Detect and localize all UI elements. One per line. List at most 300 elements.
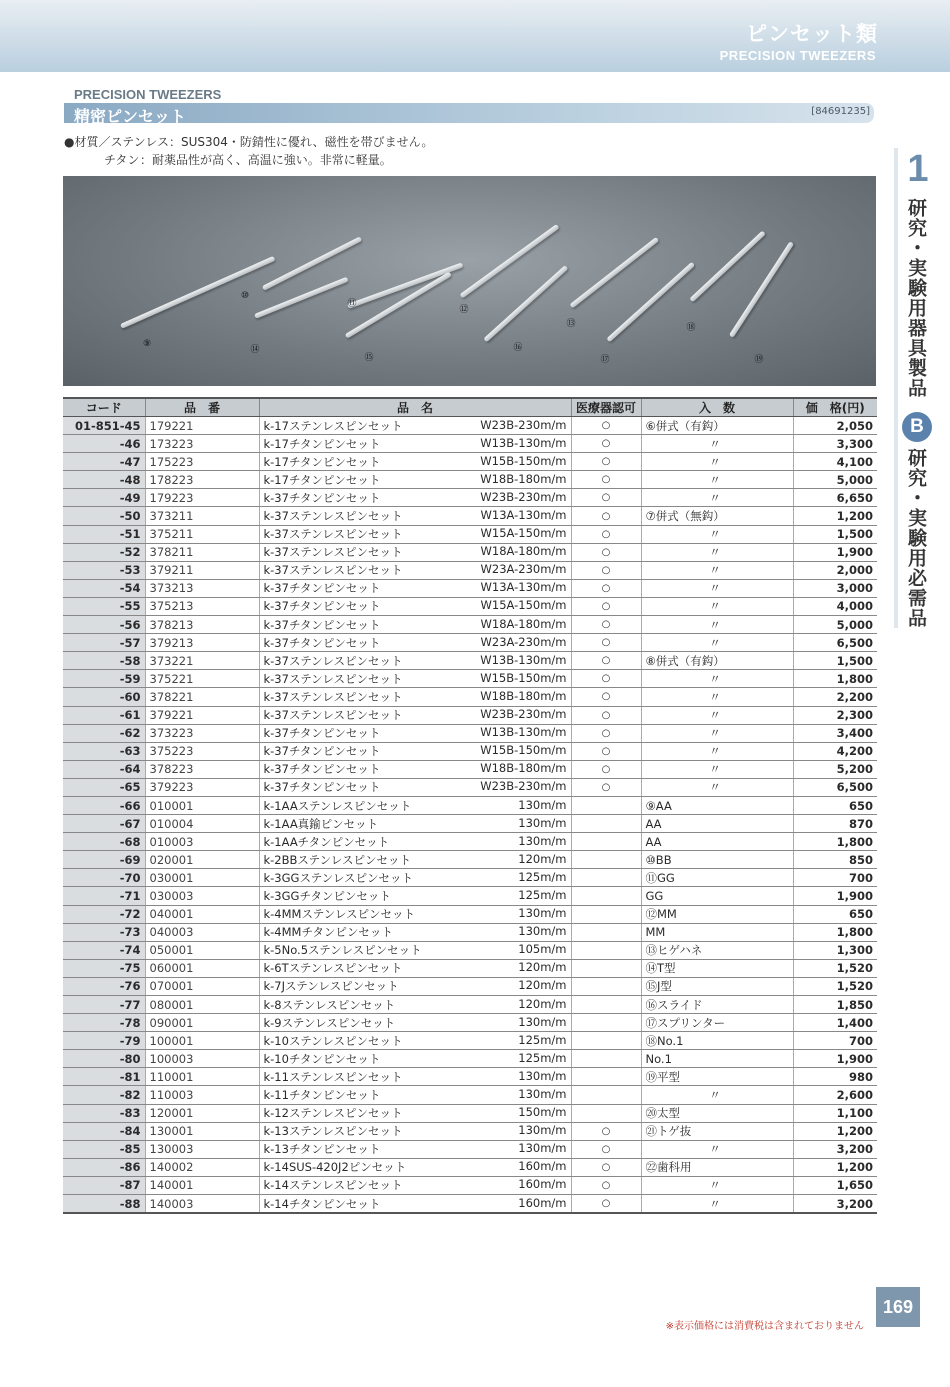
cell-part-number: 379221 [145,706,259,724]
cell-code: -71 [63,887,145,905]
table-header-row [63,398,877,417]
header-medical-approval: 医療器認可 [571,398,641,417]
product-name: k-7Jステンレスピンセット [263,979,399,994]
product-size: W23A-230m/m [480,634,567,649]
photo-label: ⑨ [142,339,152,349]
cell-product-name [259,851,571,869]
photo-label: ⑱ [686,323,696,333]
product-size: 130m/m [518,1068,567,1083]
cell-code: -82 [63,1086,145,1104]
cell-medical-approval: ○ [571,561,641,579]
photo-label: ⑪ [347,299,357,309]
tweezer-image [345,272,452,339]
cell-price: 850 [793,851,877,869]
table-row [63,670,877,688]
photo-label: ⑩ [240,291,250,301]
cell-medical-approval [571,905,641,923]
side-strip [894,148,898,628]
cell-code: -58 [63,652,145,670]
cell-code: -63 [63,742,145,760]
product-size: 160m/m [518,1177,567,1192]
cell-medical-approval: ○ [571,688,641,706]
cell-part-number: 110001 [145,1068,259,1086]
cell-code: 01-851-45 [63,417,145,435]
product-size: W15A-150m/m [480,598,567,613]
cell-price: 6,650 [793,489,877,507]
table-row [63,1122,877,1140]
cell-price: 5,000 [793,616,877,634]
cell-price: 4,200 [793,742,877,760]
product-size: W13A-130m/m [480,580,567,595]
cell-product-name [259,1195,571,1214]
cell-medical-approval [571,941,641,959]
photo-label: ⑲ [754,355,764,365]
product-name: k-13ステンレスピンセット [263,1124,403,1139]
cell-price: 3,300 [793,435,877,453]
product-name: k-37ステンレスピンセット [263,689,403,704]
product-name: k-17ステンレスピンセット [263,418,403,433]
cell-quantity: MM [641,923,793,941]
cell-medical-approval: ○ [571,417,641,435]
product-name: k-37チタンピンセット [263,726,381,741]
photo-label: ⑫ [459,305,469,315]
table-row [63,688,877,706]
product-name: k-11ステンレスピンセット [263,1069,403,1084]
material-titanium-text: ：耐薬品性が高く、高温に強い。非常に軽量。 [140,153,392,167]
product-name: k-1AAチタンピンセット [263,834,390,849]
product-name: k-14SUS-420J2ピンセット [263,1160,407,1175]
cell-code: -78 [63,1014,145,1032]
table-row [63,561,877,579]
table-row [63,851,877,869]
cell-price: 2,300 [793,706,877,724]
cell-quantity: ㉑トゲ抜 [641,1122,793,1140]
cell-price: 1,500 [793,525,877,543]
product-name: k-37チタンピンセット [263,617,381,632]
photo-label: ⑭ [250,345,260,355]
product-size: 125m/m [518,869,567,884]
product-size: 125m/m [518,887,567,902]
cell-price: 2,000 [793,561,877,579]
cell-medical-approval: ○ [571,1176,641,1194]
cell-medical-approval: ○ [571,471,641,489]
cell-product-name [259,688,571,706]
cell-quantity: 〃 [641,1176,793,1194]
product-name: k-37チタンピンセット [263,490,381,505]
cell-code: -53 [63,561,145,579]
table-row [63,1086,877,1104]
product-size: W18A-180m/m [480,544,567,559]
cell-code: -72 [63,905,145,923]
table-row [63,796,877,814]
cell-code: -75 [63,959,145,977]
cell-code: -79 [63,1032,145,1050]
table-row [63,543,877,561]
cell-quantity: 〃 [641,1195,793,1214]
cell-product-name [259,760,571,778]
cell-quantity: 〃 [641,724,793,742]
cell-part-number: 378221 [145,688,259,706]
cell-quantity: 〃 [641,706,793,724]
price-table [63,397,877,1214]
cell-part-number: 375213 [145,597,259,615]
cell-quantity: ⑨AA [641,796,793,814]
section-text: 研究・実験用必需品 [905,448,927,628]
cell-part-number: 373223 [145,724,259,742]
cell-part-number: 178223 [145,471,259,489]
table-row [63,742,877,760]
table-row [63,706,877,724]
cell-code: -51 [63,525,145,543]
cell-product-name [259,706,571,724]
cell-code: -88 [63,1195,145,1214]
cell-code: -80 [63,1050,145,1068]
chapter-text: 研究・実験用器具製品 [905,198,927,398]
product-name: k-10ステンレスピンセット [263,1033,403,1048]
cell-code: -47 [63,453,145,471]
cell-part-number: 120001 [145,1104,259,1122]
cell-part-number: 379211 [145,561,259,579]
product-size: 105m/m [518,942,567,957]
cell-product-name [259,417,571,435]
product-size: 160m/m [518,1195,567,1210]
cell-part-number: 010001 [145,796,259,814]
tweezer-image [483,265,568,342]
cell-part-number: 040001 [145,905,259,923]
table-row [63,1104,877,1122]
product-size: 150m/m [518,1105,567,1120]
photo-label: ⑰ [600,355,610,365]
cell-part-number: 375221 [145,670,259,688]
section-title: 精密ピンセット [74,107,187,126]
product-name: k-37チタンピンセット [263,635,381,650]
cell-quantity: ㉒歯科用 [641,1158,793,1176]
cell-medical-approval: ○ [571,507,641,525]
cell-code: -56 [63,616,145,634]
product-name: k-6Tステンレスピンセット [263,961,403,976]
cell-product-name [259,1104,571,1122]
cell-price: 1,850 [793,996,877,1014]
cell-medical-approval: ○ [571,489,641,507]
product-size: W18B-180m/m [480,761,567,776]
product-name: k-37チタンピンセット [263,599,381,614]
header-product-name: 品 名 [259,398,571,417]
cell-quantity: 〃 [641,525,793,543]
product-name: k-1AAステンレスピンセット [263,798,412,813]
product-size: W13A-130m/m [480,508,567,523]
cell-part-number: 375223 [145,742,259,760]
cell-part-number: 179221 [145,417,259,435]
table-row [63,760,877,778]
cell-part-number: 173223 [145,435,259,453]
cell-product-name [259,815,571,833]
cell-medical-approval [571,851,641,869]
product-size: W15B-150m/m [480,670,567,685]
cell-product-name [259,634,571,652]
cell-code: -48 [63,471,145,489]
product-name: k-37ステンレスピンセット [263,653,403,668]
cell-code: -65 [63,778,145,796]
cell-price: 980 [793,1068,877,1086]
cell-part-number: 130003 [145,1140,259,1158]
table-row [63,652,877,670]
cell-medical-approval [571,923,641,941]
cell-quantity: 〃 [641,742,793,760]
product-name: k-10チタンピンセット [263,1051,381,1066]
cell-quantity: No.1 [641,1050,793,1068]
table-row [63,887,877,905]
table-row [63,1014,877,1032]
cell-medical-approval: ○ [571,670,641,688]
cell-medical-approval [571,887,641,905]
header-quantity: 入 数 [641,398,793,417]
cell-quantity: ⑦併式（無鈎） [641,507,793,525]
cell-price: 6,500 [793,634,877,652]
product-size: 120m/m [518,978,567,993]
cell-price: 1,500 [793,652,877,670]
cell-medical-approval: ○ [571,760,641,778]
cell-quantity: ⑥併式（有鈎） [641,417,793,435]
cell-quantity: ⑧併式（有鈎） [641,652,793,670]
cell-price: 1,800 [793,833,877,851]
cell-medical-approval: ○ [571,543,641,561]
material-titanium-label: チタン [104,153,140,167]
cell-product-name [259,616,571,634]
cell-medical-approval [571,959,641,977]
cell-price: 3,200 [793,1195,877,1214]
product-size: W18B-180m/m [480,688,567,703]
cell-quantity: 〃 [641,471,793,489]
cell-price: 870 [793,815,877,833]
cell-price: 1,800 [793,923,877,941]
cell-code: -74 [63,941,145,959]
tweezer-image [569,237,659,309]
product-name: k-37ステンレスピンセット [263,545,403,560]
product-size: W15B-150m/m [480,743,567,758]
cell-part-number: 100001 [145,1032,259,1050]
cell-code: -69 [63,851,145,869]
cell-code: -68 [63,833,145,851]
cell-medical-approval [571,977,641,995]
product-size: W23B-230m/m [480,779,567,794]
product-name: k-37ステンレスピンセット [263,671,403,686]
product-name: k-14チタンピンセット [263,1196,381,1211]
cell-product-name [259,977,571,995]
product-name: k-3GGステンレスピンセット [263,870,414,885]
cell-medical-approval [571,815,641,833]
table-row [63,941,877,959]
table-row [63,1032,877,1050]
cell-product-name [259,1032,571,1050]
cell-code: -84 [63,1122,145,1140]
product-name: k-1AA真鍮ピンセット [263,816,379,831]
product-name: k-14ステンレスピンセット [263,1178,403,1193]
cell-product-name [259,525,571,543]
cell-price: 1,520 [793,959,877,977]
cell-price: 6,500 [793,778,877,796]
cell-product-name [259,1122,571,1140]
section-title-en: PRECISION TWEEZERS [74,87,222,102]
cell-price: 3,200 [793,1140,877,1158]
cell-product-name [259,796,571,814]
cell-price: 1,300 [793,941,877,959]
cell-code: -66 [63,796,145,814]
cell-code: -70 [63,869,145,887]
cell-price: 1,400 [793,1014,877,1032]
cell-price: 2,200 [793,688,877,706]
cell-quantity: 〃 [641,453,793,471]
product-size: 130m/m [518,797,567,812]
cell-medical-approval [571,996,641,1014]
cell-quantity: 〃 [641,597,793,615]
cell-medical-approval: ○ [571,634,641,652]
product-size: W18A-180m/m [480,616,567,631]
cell-product-name [259,887,571,905]
product-name: k-11チタンピンセット [263,1088,381,1103]
product-name: k-13チタンピンセット [263,1142,381,1157]
cell-quantity: 〃 [641,760,793,778]
table-row [63,959,877,977]
cell-medical-approval: ○ [571,706,641,724]
page-number: 169 [876,1287,920,1327]
product-size: 130m/m [518,924,567,939]
section-letter-badge: B [902,412,932,442]
cell-part-number: 373211 [145,507,259,525]
cell-code: -61 [63,706,145,724]
tweezer-image [120,256,276,329]
cell-medical-approval: ○ [571,652,641,670]
photo-label: ⑯ [513,343,523,353]
cell-medical-approval [571,1014,641,1032]
cell-code: -67 [63,815,145,833]
cell-price: 1,800 [793,670,877,688]
product-name: k-37チタンピンセット [263,762,381,777]
cell-part-number: 140002 [145,1158,259,1176]
tweezer-image [606,262,695,343]
product-name: k-4MMチタンピンセット [263,925,393,940]
cell-part-number: 110003 [145,1086,259,1104]
product-name: k-17チタンピンセット [263,472,381,487]
cell-quantity: GG [641,887,793,905]
cell-quantity: 〃 [641,1086,793,1104]
product-size: 125m/m [518,1050,567,1065]
product-size: 125m/m [518,1032,567,1047]
product-size: 130m/m [518,1087,567,1102]
cell-product-name [259,453,571,471]
cell-medical-approval [571,1068,641,1086]
cell-part-number: 080001 [145,996,259,1014]
product-size: W23B-230m/m [480,489,567,504]
cell-medical-approval: ○ [571,742,641,760]
product-name: k-4MMステンレスピンセット [263,907,416,922]
cell-code: -50 [63,507,145,525]
cell-product-name [259,905,571,923]
table-row [63,417,877,435]
cell-medical-approval [571,1050,641,1068]
cell-product-name [259,1086,571,1104]
cell-quantity: 〃 [641,435,793,453]
cell-medical-approval: ○ [571,724,641,742]
table-row [63,453,877,471]
cell-price: 5,000 [793,471,877,489]
photo-label: ⑬ [566,319,576,329]
cell-code: -46 [63,435,145,453]
cell-code: -77 [63,996,145,1014]
cell-medical-approval: ○ [571,616,641,634]
product-name: k-37チタンピンセット [263,581,381,596]
cell-product-name [259,1140,571,1158]
cell-product-name [259,869,571,887]
cell-part-number: 373213 [145,579,259,597]
cell-product-name [259,1050,571,1068]
cell-code: -60 [63,688,145,706]
cell-quantity: 〃 [641,543,793,561]
cell-medical-approval: ○ [571,778,641,796]
table-row [63,1195,877,1214]
cell-quantity: ⑪GG [641,869,793,887]
cell-product-name [259,597,571,615]
cell-price: 2,050 [793,417,877,435]
cell-product-name [259,996,571,1014]
cell-product-name [259,923,571,941]
header-price: 価 格(円) [793,398,877,417]
cell-quantity: 〃 [641,1140,793,1158]
cell-quantity: ⑰スプリンター [641,1014,793,1032]
chapter-number: 1 [907,148,929,190]
section-code: [84691235] [811,106,870,117]
cell-medical-approval [571,833,641,851]
cell-part-number: 140001 [145,1176,259,1194]
table-row [63,1158,877,1176]
cell-price: 5,200 [793,760,877,778]
table-row [63,833,877,851]
cell-quantity: 〃 [641,634,793,652]
product-name: k-37チタンピンセット [263,780,381,795]
cell-quantity: ⑳太型 [641,1104,793,1122]
cell-part-number: 373221 [145,652,259,670]
cell-part-number: 010004 [145,815,259,833]
product-name: k-3GGチタンピンセット [263,888,391,903]
cell-medical-approval: ○ [571,435,641,453]
tweezer-image [262,236,362,290]
cell-price: 650 [793,796,877,814]
cell-part-number: 100003 [145,1050,259,1068]
table-row [63,1176,877,1194]
product-name: k-9ステンレスピンセット [263,1015,396,1030]
table-row [63,435,877,453]
cell-price: 1,200 [793,1158,877,1176]
product-size: 120m/m [518,851,567,866]
cell-price: 3,000 [793,579,877,597]
cell-quantity: ⑮J型 [641,977,793,995]
table-row [63,724,877,742]
cell-part-number: 379223 [145,778,259,796]
cell-medical-approval: ○ [571,597,641,615]
cell-part-number: 070001 [145,977,259,995]
cell-code: -64 [63,760,145,778]
cell-quantity: ⑯スライド [641,996,793,1014]
cell-price: 1,900 [793,887,877,905]
cell-medical-approval [571,1086,641,1104]
cell-part-number: 130001 [145,1122,259,1140]
cell-quantity: 〃 [641,616,793,634]
product-name: k-37ステンレスピンセット [263,708,403,723]
product-size: W23A-230m/m [480,562,567,577]
cell-code: -87 [63,1176,145,1194]
table-row [63,1050,877,1068]
cell-price: 1,650 [793,1176,877,1194]
table-row [63,996,877,1014]
